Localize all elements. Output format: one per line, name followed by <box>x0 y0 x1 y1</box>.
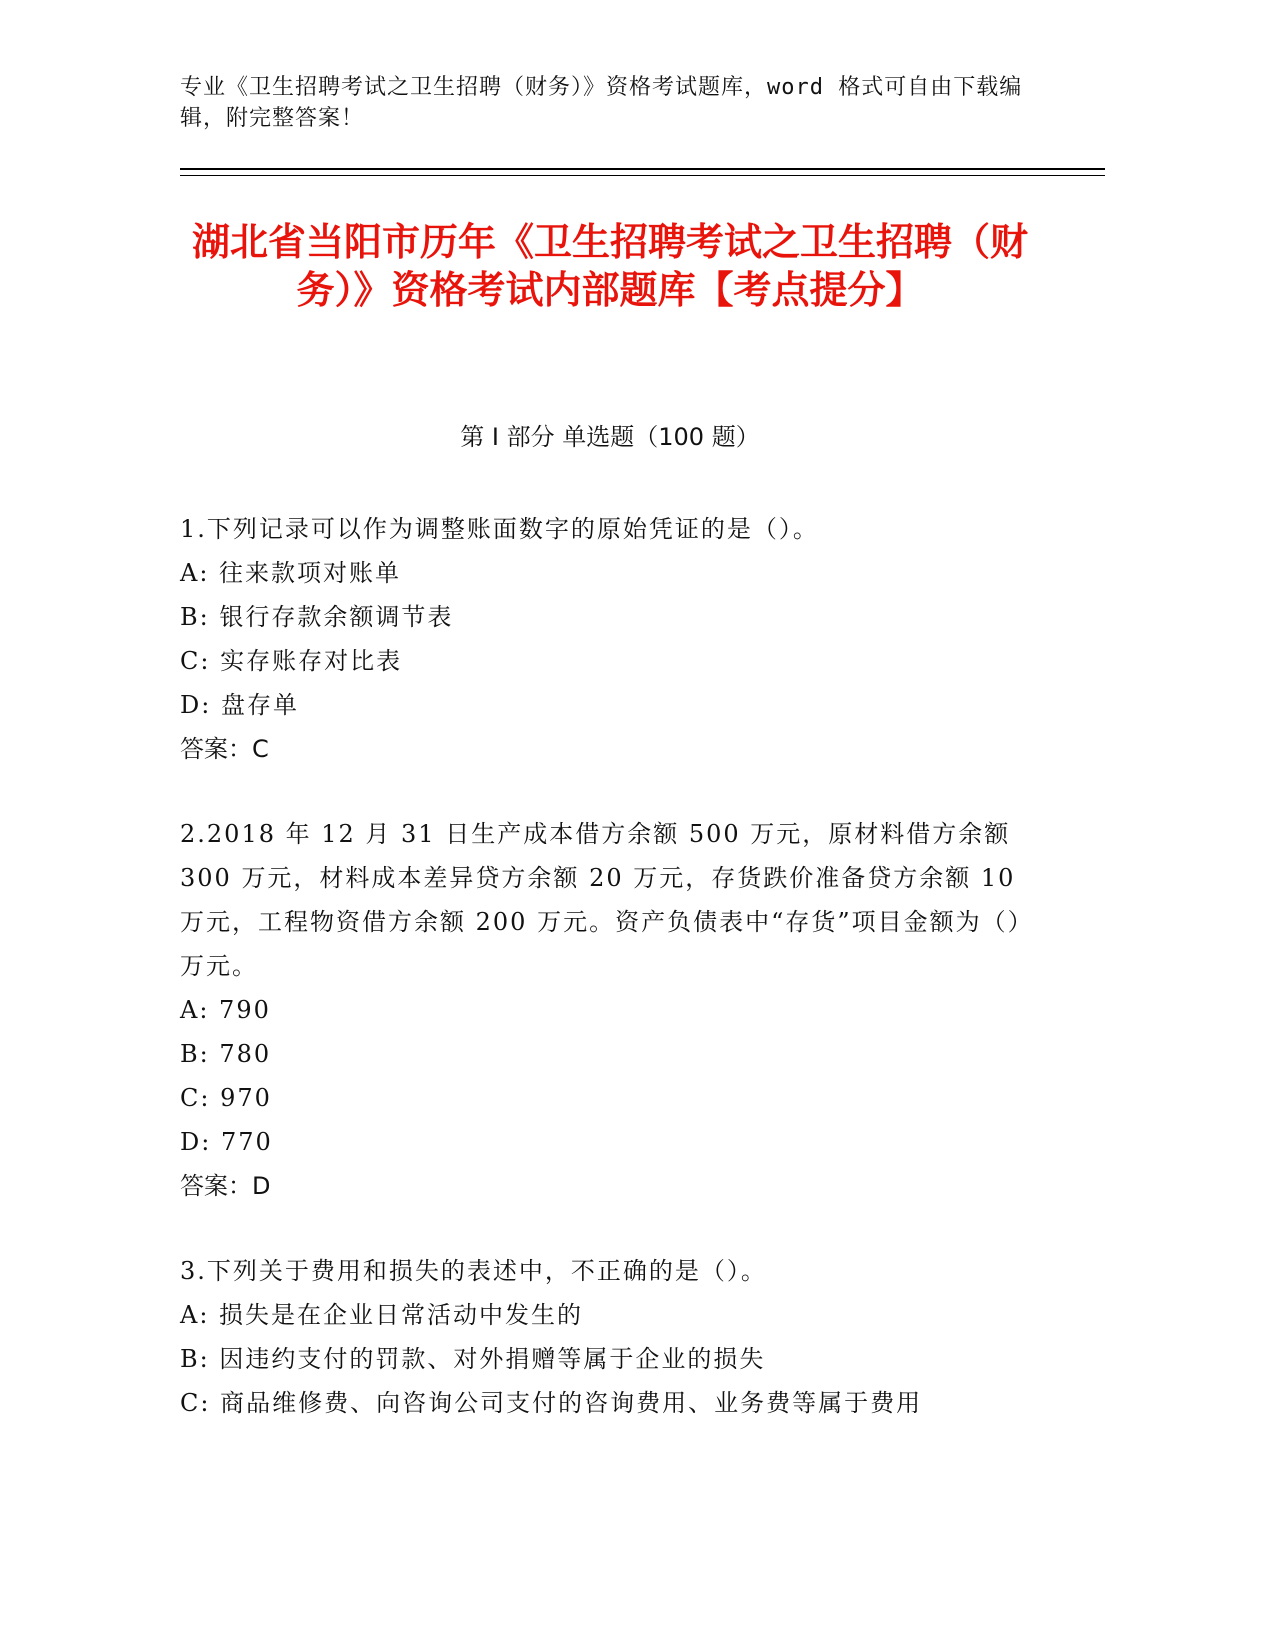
option-d: D: 盘存单 <box>180 691 299 719</box>
header-note: 专业《卫生招聘考试之卫生招聘（财务）》资格考试题库，word 格式可自由下载编辑，附完整答案！ <box>180 75 1023 131</box>
option-c: C: 970 <box>180 1084 272 1112</box>
question-3 <box>180 1249 1040 1425</box>
question-text: 2.2018 年 12 月 31 日生产成本借方余额 500 万元，原材料借方余额 300 万元，材料成本差异贷方余额 20 万元，存货跌价准备贷方余额 10 万元，工程物资借方余额 200 万元。资产负债表中“存货”项目金额为（）万元。 <box>180 820 1034 980</box>
answer: 答案：C <box>180 735 269 763</box>
question-1 <box>180 507 1040 771</box>
option-c: C: 实存账存对比表 <box>180 647 403 675</box>
option-b: B: 因违约支付的罚款、对外捐赠等属于企业的损失 <box>180 1345 766 1373</box>
question-text: 3.下列关于费用和损失的表述中，不正确的是（）。 <box>180 1257 767 1285</box>
question-2 <box>180 812 1040 1208</box>
option-a: A: 往来款项对账单 <box>180 559 402 587</box>
option-a: A: 损失是在企业日常活动中发生的 <box>180 1301 584 1329</box>
option-c: C: 商品维修费、向咨询公司支付的咨询费用、业务费等属于费用 <box>180 1389 923 1417</box>
document-page <box>180 0 1105 1650</box>
question-text: 1.下列记录可以作为调整账面数字的原始凭证的是（）。 <box>180 515 819 543</box>
option-b: B: 银行存款余额调节表 <box>180 603 454 631</box>
option-a: A: 790 <box>180 996 271 1024</box>
answer: 答案：D <box>180 1172 271 1200</box>
option-d: D: 770 <box>180 1128 273 1156</box>
document-title: 湖北省当阳市历年《卫生招聘考试之卫生招聘（财务）》资格考试内部题库【考点提分】 <box>191 220 1028 312</box>
question-list <box>180 507 1040 1466</box>
section-title: 第 I 部分 单选题（100 题） <box>460 423 760 451</box>
header-rule-thick <box>180 168 1105 170</box>
option-b: B: 780 <box>180 1040 272 1068</box>
header-rule-thin <box>180 175 1105 176</box>
